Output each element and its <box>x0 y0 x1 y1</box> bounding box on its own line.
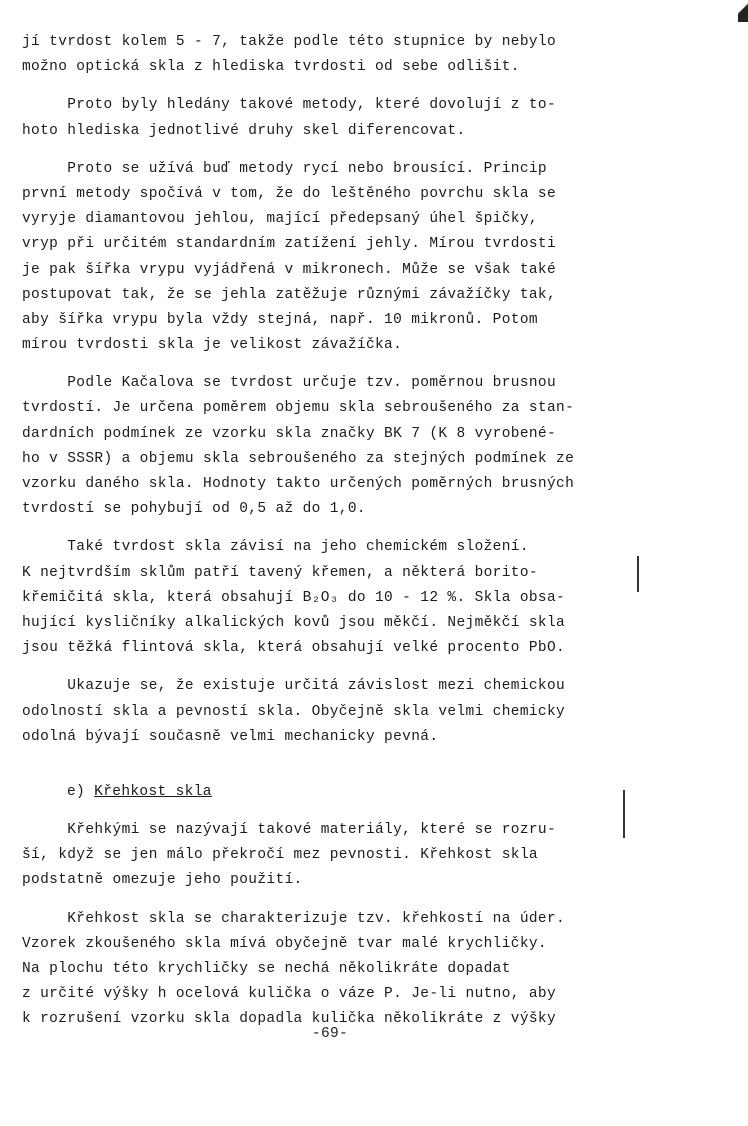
text-line: křemičitá skla, která obsahují B₂O₃ do 10 - 12 %. Skla obsa- <box>22 589 566 606</box>
text-line: vryp při určitém standardním zatížení jehly. Mírou tvrdosti <box>22 236 557 253</box>
paragraph <box>22 371 642 522</box>
text-line: Křehkými se nazývají takové materiály, které se rozru- <box>22 822 557 839</box>
text-line: Křehkost skla se charakterizuje tzv. křehkostí na úder. <box>22 910 566 927</box>
text-line: první metody spočívá v tom, že do leštěného povrchu skla se <box>22 185 557 202</box>
text-line: k rozrušení vzorku skla dopadla kulička několikráte z výšky <box>22 1011 557 1028</box>
text-line: jí tvrdost kolem 5 - 7, takže podle této stupnice by nebylo <box>22 34 557 50</box>
body-text <box>22 30 642 1033</box>
text-line: z určité výšky h ocelová kulička o váze P. Je-li nutno, aby <box>22 986 557 1003</box>
text-line: odolná bývají současně velmi mechanicky pevná. <box>22 728 439 745</box>
page-number: -69- <box>311 1026 349 1042</box>
text-line: Proto se užívá buď metody rycí nebo brousící. Princip <box>22 160 547 177</box>
paragraph <box>22 535 642 661</box>
text-line: jsou těžká flintová skla, která obsahují velké procento PbO. <box>22 640 566 657</box>
text-line: ho v SSSR) a objemu skla sebroušeného za stejných podmínek ze <box>22 450 575 467</box>
text-line: hující kysličníky alkalických kovů jsou měkčí. Nejměkčí skla <box>22 614 566 631</box>
text-line: Proto byly hledány takové metody, které dovolují z to- <box>22 97 557 114</box>
corner-scan-mark <box>738 0 748 22</box>
text-line: je pak šířka vrypu vyjádřená v mikronech. Může se však také <box>22 261 557 278</box>
text-line: mírou tvrdosti skla je velikost závažíčka. <box>22 337 403 354</box>
text-line: podstatně omezuje jeho použití. <box>22 872 303 889</box>
paragraph <box>22 30 642 80</box>
text-line: Také tvrdost skla závisí na jeho chemickém složení. <box>22 539 529 556</box>
text-line: Na plochu této krychličky se nechá několikráte dopadat <box>22 961 511 977</box>
paragraph <box>22 907 642 1033</box>
text-line: ší, když se jen málo překročí mez pevnosti. Křehkost skla <box>22 847 538 864</box>
text-line: K nejtvrdším sklům patří tavený křemen, a některá borito- <box>22 564 538 581</box>
text-line: tvrdostí se pohybují od 0,5 až do 1,0. <box>22 501 366 518</box>
text-line: dardních podmínek ze vzorku skla značky BK 7 (K 8 vyrobené- <box>22 425 557 442</box>
section-heading-title: Křehkost skla <box>94 783 212 800</box>
text-line: vyryje diamantovou jehlou, mající předepsaný úhel špičky, <box>22 211 538 228</box>
paragraph <box>22 157 642 359</box>
text-line: tvrdostí. Je určena poměrem objemu skla sebroušeného za stan- <box>22 400 575 417</box>
text-line: postupovat tak, že se jehla zatěžuje různými závažíčky tak, <box>22 286 557 303</box>
section-heading <box>22 780 642 805</box>
paragraph <box>22 93 642 143</box>
section-heading-label: e) <box>67 783 86 800</box>
text-line: vzorku daného skla. Hodnoty takto určených poměrných brusných <box>22 476 575 492</box>
text-line: Ukazuje se, že existuje určitá závislost mezi chemickou <box>22 678 566 695</box>
text-line: Vzorek zkoušeného skla mívá obyčejně tvar malé krychličky. <box>22 935 547 952</box>
text-line: hoto hlediska jednotlivé druhy skel diferencovat. <box>22 122 466 139</box>
text-line: aby šířka vrypu byla vždy stejná, např. 10 mikronů. Potom <box>22 311 538 328</box>
paragraph <box>22 818 642 894</box>
text-line: možno optická skla z hlediska tvrdosti od sebe odlišit. <box>22 59 520 76</box>
text-line: odolností skla a pevností skla. Obyčejně skla velmi chemicky <box>22 703 566 720</box>
text-line: Podle Kačalova se tvrdost určuje tzv. poměrnou brusnou <box>22 375 557 392</box>
paragraph <box>22 674 642 750</box>
